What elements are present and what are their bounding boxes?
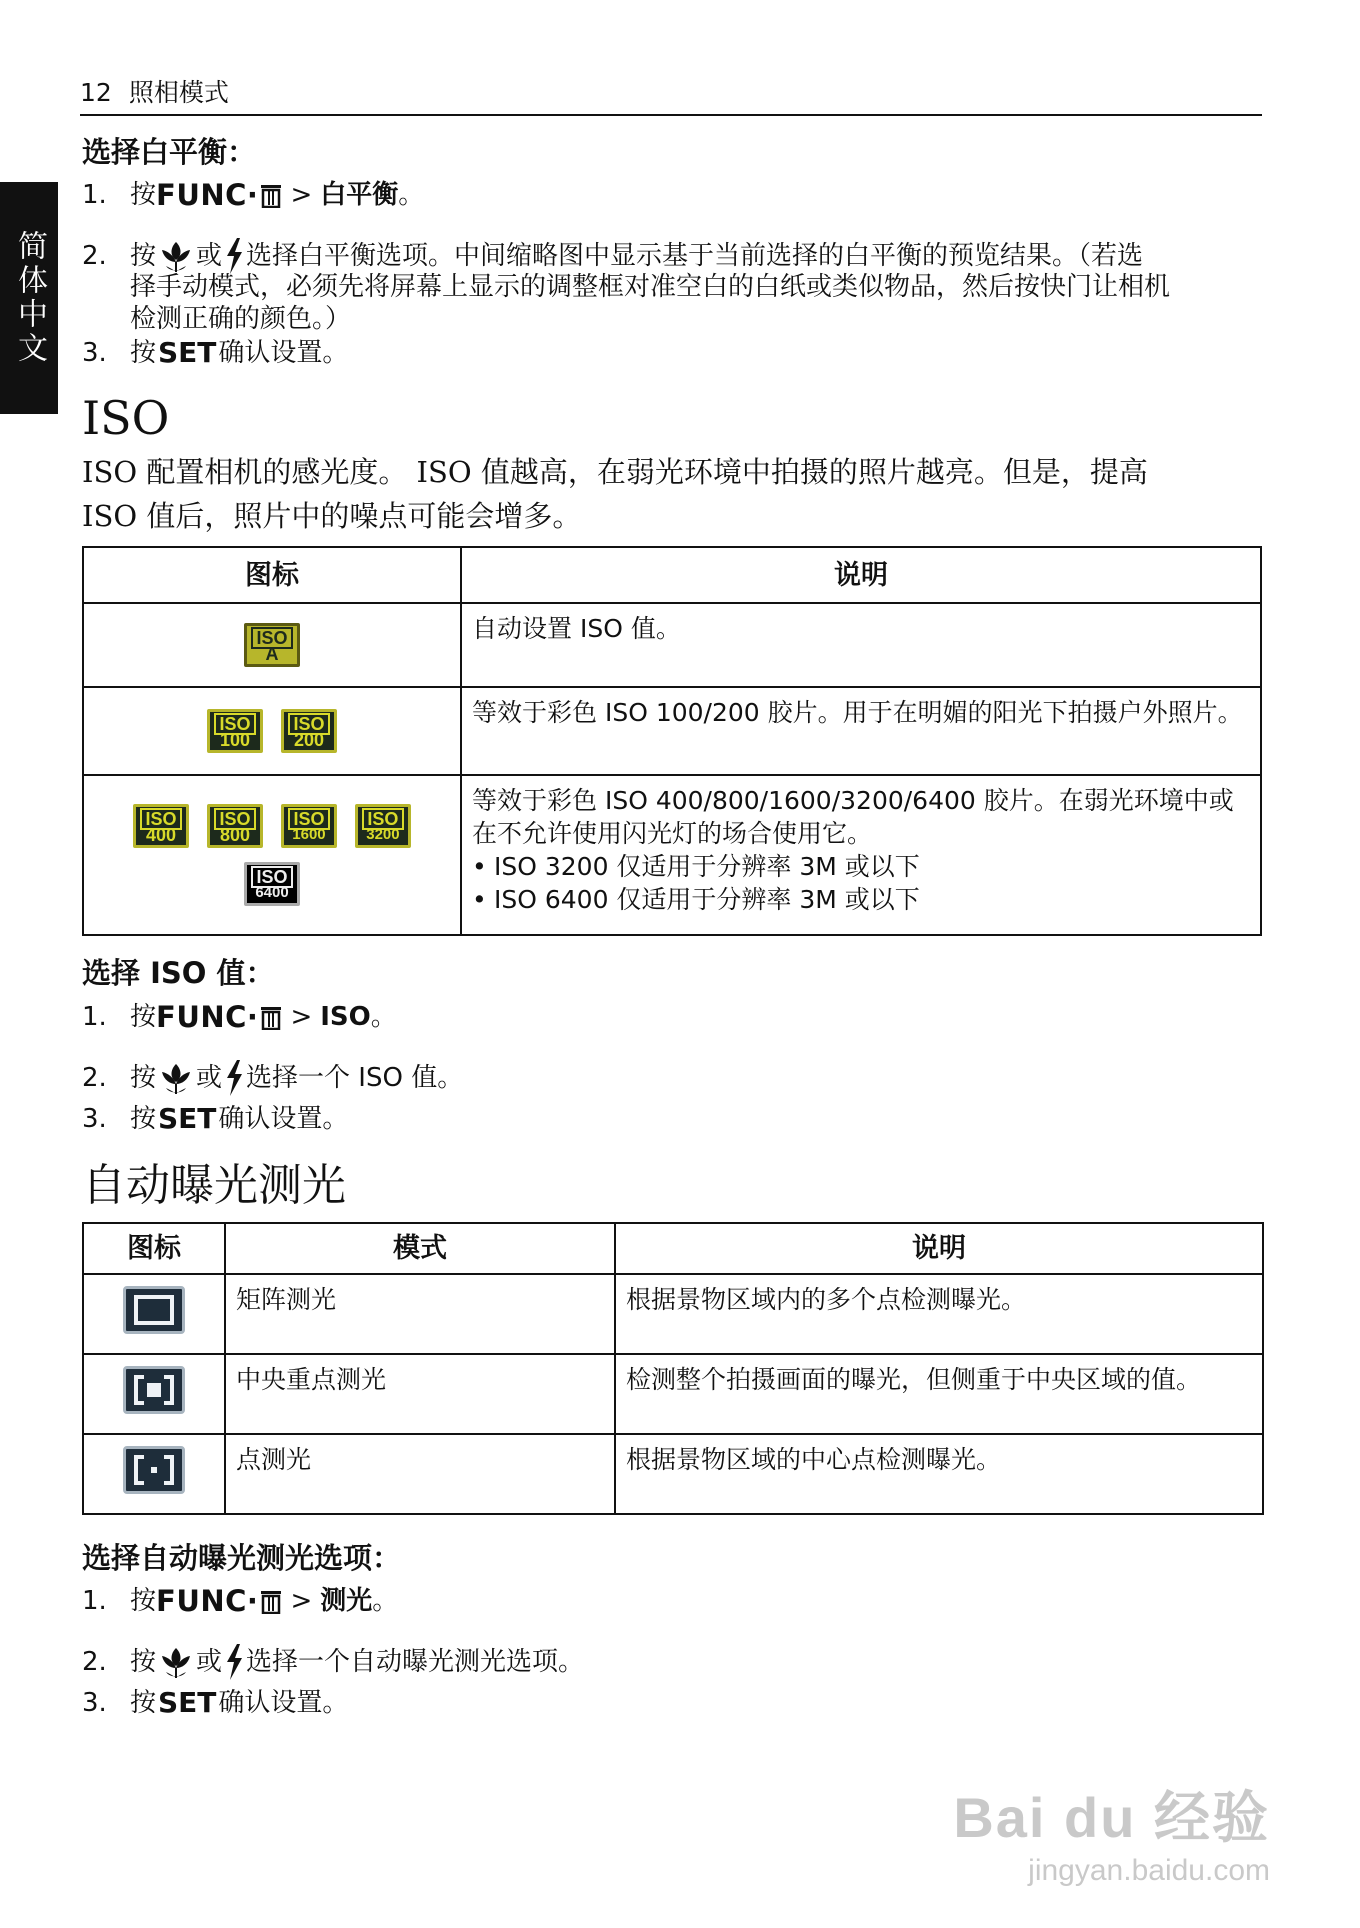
metering-desc: 根据景物区域内的多个点检测曝光。 — [615, 1274, 1263, 1354]
metering-step-2: 2. 按 或 选择一个自动曝光测光选项。 — [82, 1642, 584, 1682]
metering-mode: 点测光 — [225, 1434, 615, 1514]
watermark-logo-text: Bai du 经验 — [953, 1786, 1270, 1849]
macro-flower-icon — [156, 1642, 196, 1682]
section-title: 照相模式 — [128, 78, 229, 107]
center-weighted-metering-icon — [123, 1366, 185, 1414]
set-button-label: SET — [158, 1102, 217, 1135]
macro-flower-icon — [156, 1058, 196, 1098]
list-item: • ISO 6400 仅适用于分辨率 3M 或以下 — [472, 885, 920, 914]
iso-table — [82, 546, 1262, 936]
iso-step-1: 1. 按 FUNC· > ISO 。 — [82, 1000, 397, 1034]
metering-step-3: 3. 按 SET 确认设置。 — [82, 1686, 349, 1719]
table-row — [83, 1354, 1263, 1434]
list-item: • ISO 3200 仅适用于分辨率 3M 或以下 — [472, 852, 920, 881]
metering-header-desc: 说明 — [615, 1223, 1263, 1274]
metering-header-mode: 模式 — [225, 1223, 615, 1274]
func-button-label: FUNC· — [156, 1000, 282, 1034]
set-button-label: SET — [158, 336, 217, 369]
table-row — [83, 1434, 1263, 1514]
flash-bolt-icon — [222, 1642, 246, 1682]
iso-400-icon: ISO 400 — [133, 804, 189, 848]
trash-icon — [260, 1588, 282, 1614]
page-number: 12 — [80, 78, 112, 107]
iso-100-200-desc: 等效于彩色 ISO 100/200 胶片。用于在明媚的阳光下拍摄户外照片。 — [461, 687, 1261, 775]
white-balance-heading: 选择白平衡： — [82, 135, 257, 169]
wb-step-2-line2: 择手动模式，必须先将屏幕上显示的调整框对准空白的白纸或类似物品，然后按快门让相机 — [130, 272, 1171, 302]
metering-table — [82, 1222, 1264, 1515]
iso-100-icon: ISO 100 — [207, 709, 263, 753]
iso-200-icon: ISO 200 — [281, 709, 337, 753]
table-row — [83, 775, 1261, 935]
metering-step-1: 1. 按 FUNC· > 测光 。 — [82, 1584, 399, 1618]
iso-1600-icon: ISO 1600 — [281, 804, 337, 848]
iso-high-desc: 等效于彩色 ISO 400/800/1600/3200/6400 胶片。在弱光环境中或在不允许使用闪光灯的场合使用它。 — [472, 786, 1234, 848]
table-row — [83, 687, 1261, 775]
trash-icon — [260, 1004, 282, 1030]
metering-mode: 中央重点测光 — [225, 1354, 615, 1434]
wb-step-2: 2. 按 或 选择白平衡选项。中间缩略图中显示基于当前选择的白平衡的预览结果。（若选 — [82, 236, 1143, 276]
iso-table-header-desc: 说明 — [461, 547, 1261, 603]
metering-desc: 检测整个拍摄画面的曝光，但侧重于中央区域的值。 — [615, 1354, 1263, 1434]
set-button-label: SET — [158, 1686, 217, 1719]
wb-step-1: 1. 按 FUNC· > 白平衡 。 — [82, 178, 425, 212]
trash-icon — [260, 182, 282, 208]
select-metering-heading: 选择自动曝光测光选项： — [82, 1541, 402, 1575]
wb-step-3: 3. 按 SET 确认设置。 — [82, 336, 349, 369]
spot-metering-icon — [123, 1446, 185, 1494]
side-tab-label: 简体中文 — [12, 230, 47, 366]
page-header — [80, 78, 1262, 116]
table-row — [83, 603, 1261, 687]
func-button-label: FUNC· — [156, 1584, 282, 1618]
wb-step-2-line3: 检测正确的颜色。） — [130, 304, 352, 334]
metering-header-icon: 图标 — [83, 1223, 225, 1274]
iso-step-3: 3. 按 SET 确认设置。 — [82, 1102, 349, 1135]
iso-paragraph-line2: ISO 值后，照片中的噪点可能会增多。 — [82, 499, 582, 533]
iso-table-header-icon: 图标 — [83, 547, 461, 603]
table-row — [83, 1274, 1263, 1354]
iso-auto-icon: ISO A — [244, 623, 300, 667]
iso-auto-desc: 自动设置 ISO 值。 — [461, 603, 1261, 687]
iso-3200-icon: ISO 3200 — [355, 804, 411, 848]
matrix-metering-icon — [123, 1286, 185, 1334]
select-iso-heading: 选择 ISO 值： — [82, 956, 275, 990]
metering-desc: 根据景物区域的中心点检测曝光。 — [615, 1434, 1263, 1514]
iso-step-2: 2. 按 或 选择一个 ISO 值。 — [82, 1058, 463, 1098]
iso-6400-icon: ISO 6400 — [244, 862, 300, 906]
watermark-url: jingyan.baidu.com — [1028, 1854, 1270, 1887]
func-button-label: FUNC· — [156, 178, 282, 212]
iso-paragraph-line1: ISO 配置相机的感光度。 ISO 值越高，在弱光环境中拍摄的照片越亮。但是，提高 — [82, 455, 1148, 489]
baidu-watermark — [953, 1774, 1270, 1888]
iso-title: ISO — [82, 391, 170, 445]
flash-bolt-icon — [222, 1058, 246, 1098]
language-side-tab — [0, 182, 58, 414]
iso-800-icon: ISO 800 — [207, 804, 263, 848]
metering-mode: 矩阵测光 — [225, 1274, 615, 1354]
metering-title: 自动曝光测光 — [82, 1160, 346, 1211]
